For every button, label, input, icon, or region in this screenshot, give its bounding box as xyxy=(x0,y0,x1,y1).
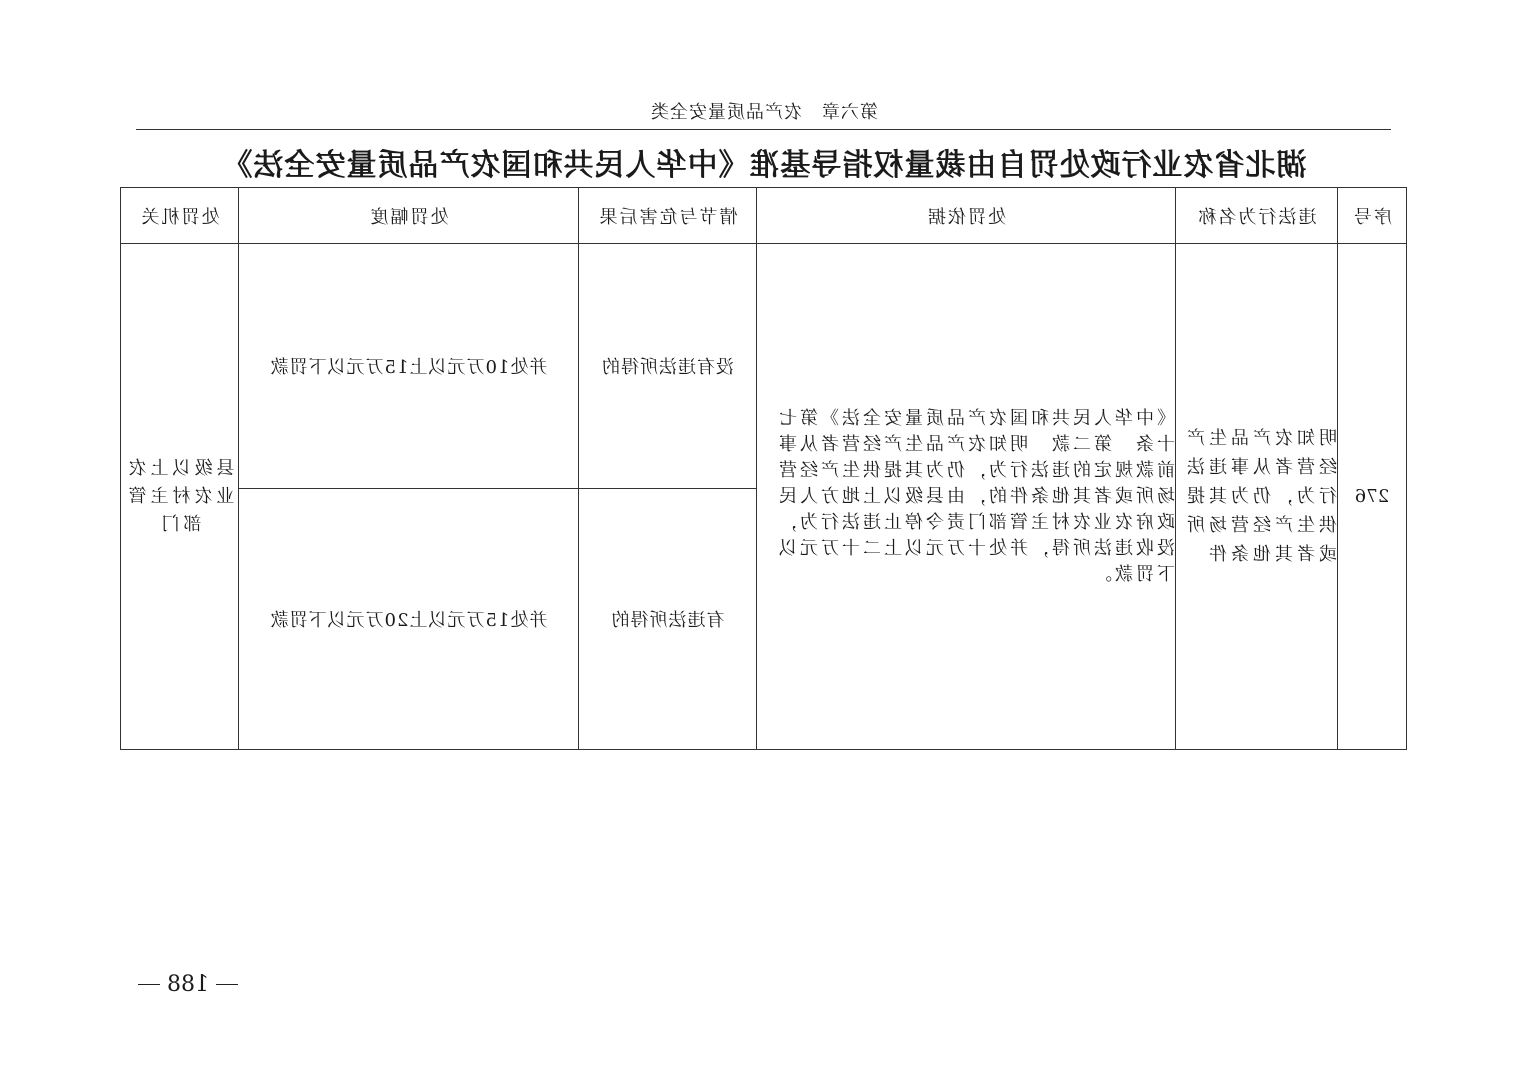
penalty-table xyxy=(120,187,1407,750)
footer-dash xyxy=(138,984,160,985)
table-header-row xyxy=(121,188,1407,244)
chapter-header: 第六章 农产品质量安全类 xyxy=(650,102,878,123)
header-divider xyxy=(136,129,1391,130)
penalty-range-cell: 并处15万元以上20万元以下罚款 xyxy=(239,489,579,750)
page-footer xyxy=(138,970,238,998)
col-header-circumstance: 情节与危害后果 xyxy=(579,188,757,244)
table-row xyxy=(121,244,1407,489)
col-header-violation-name: 违法行为名称 xyxy=(1176,188,1338,244)
col-header-number: 序号 xyxy=(1338,188,1407,244)
violation-name-cell: 明知农产品生产经营者从事违法行为，仍为其提供生产经营场所或者其他条件 xyxy=(1176,244,1338,750)
col-header-basis: 处罚依据 xyxy=(757,188,1176,244)
row-number: 276 xyxy=(1338,244,1407,750)
col-header-penalty-range: 处罚幅度 xyxy=(239,188,579,244)
penalty-range-cell: 并处10万元以上15万元以下罚款 xyxy=(239,244,579,489)
circumstance-cell: 没有违法所得的 xyxy=(579,244,757,489)
penalty-basis-cell: 《中华人民共和国农产品质量安全法》第七十条 第二款 明知农产品生产经营者从事前款规定的违法行为，仍为其提供生产经营场所或者其他条件的，由县级以上地方人民政府农业农村主管部门责令停止违法行为，没收违法所得，并处十万元以上二十万元以下罚款。 xyxy=(757,244,1176,750)
authority-cell: 县级以上农业农村主管部门 xyxy=(121,244,239,750)
page-title: 湖北省农业行政处罚自由裁量权指导基准《中华人民共和国农产品质量安全法》 xyxy=(221,148,1307,183)
col-header-authority: 处罚机关 xyxy=(121,188,239,244)
footer-dash xyxy=(216,984,238,985)
page-number: 188 xyxy=(167,971,209,997)
circumstance-cell: 有违法所得的 xyxy=(579,489,757,750)
